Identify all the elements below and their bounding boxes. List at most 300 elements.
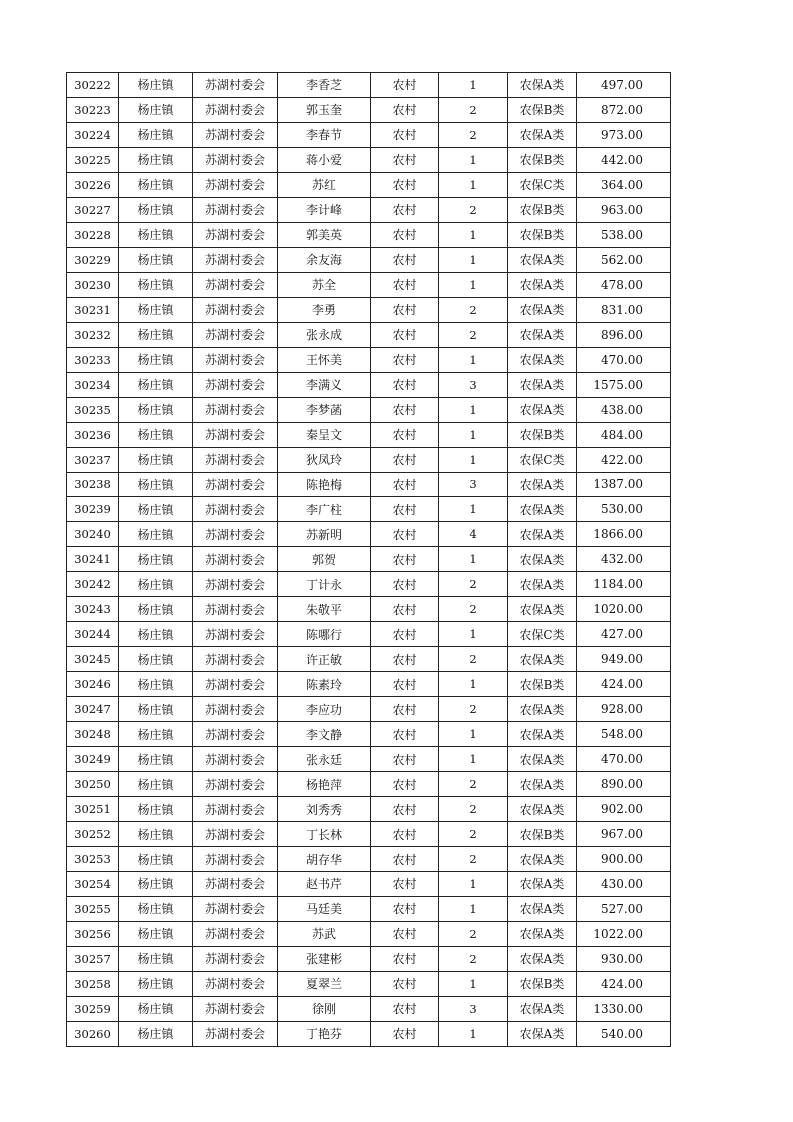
type-cell: 农村 bbox=[371, 422, 439, 447]
table-row bbox=[67, 547, 671, 572]
town-cell: 杨庄镇 bbox=[119, 747, 193, 772]
category-cell: 农保A类 bbox=[508, 647, 577, 672]
id-cell: 30252 bbox=[67, 822, 119, 847]
category-cell: 农保A类 bbox=[508, 322, 577, 347]
name-cell: 苏红 bbox=[278, 172, 371, 197]
name-cell: 丁计永 bbox=[278, 572, 371, 597]
count-cell: 2 bbox=[439, 797, 508, 822]
town-cell: 杨庄镇 bbox=[119, 73, 193, 98]
id-cell: 30240 bbox=[67, 522, 119, 547]
amount-cell: 527.00 bbox=[577, 896, 671, 921]
name-cell: 李梦菡 bbox=[278, 397, 371, 422]
amount-cell: 872.00 bbox=[577, 97, 671, 122]
type-cell: 农村 bbox=[371, 722, 439, 747]
town-cell: 杨庄镇 bbox=[119, 946, 193, 971]
type-cell: 农村 bbox=[371, 497, 439, 522]
type-cell: 农村 bbox=[371, 772, 439, 797]
town-cell: 杨庄镇 bbox=[119, 697, 193, 722]
amount-cell: 540.00 bbox=[577, 1021, 671, 1046]
category-cell: 农保A类 bbox=[508, 597, 577, 622]
category-cell: 农保B类 bbox=[508, 222, 577, 247]
amount-cell: 470.00 bbox=[577, 347, 671, 372]
id-cell: 30230 bbox=[67, 272, 119, 297]
id-cell: 30247 bbox=[67, 697, 119, 722]
village-cell: 苏湖村委会 bbox=[193, 247, 278, 272]
type-cell: 农村 bbox=[371, 472, 439, 497]
category-cell: 农保A类 bbox=[508, 73, 577, 98]
type-cell: 农村 bbox=[371, 921, 439, 946]
table-row bbox=[67, 946, 671, 971]
town-cell: 杨庄镇 bbox=[119, 772, 193, 797]
amount-cell: 427.00 bbox=[577, 622, 671, 647]
town-cell: 杨庄镇 bbox=[119, 572, 193, 597]
id-cell: 30248 bbox=[67, 722, 119, 747]
village-cell: 苏湖村委会 bbox=[193, 722, 278, 747]
type-cell: 农村 bbox=[371, 572, 439, 597]
type-cell: 农村 bbox=[371, 322, 439, 347]
type-cell: 农村 bbox=[371, 647, 439, 672]
id-cell: 30225 bbox=[67, 147, 119, 172]
count-cell: 1 bbox=[439, 1021, 508, 1046]
count-cell: 1 bbox=[439, 272, 508, 297]
category-cell: 农保A类 bbox=[508, 722, 577, 747]
name-cell: 张建彬 bbox=[278, 946, 371, 971]
id-cell: 30246 bbox=[67, 672, 119, 697]
village-cell: 苏湖村委会 bbox=[193, 622, 278, 647]
amount-cell: 424.00 bbox=[577, 672, 671, 697]
type-cell: 农村 bbox=[371, 347, 439, 372]
town-cell: 杨庄镇 bbox=[119, 272, 193, 297]
town-cell: 杨庄镇 bbox=[119, 672, 193, 697]
category-cell: 农保C类 bbox=[508, 172, 577, 197]
type-cell: 农村 bbox=[371, 372, 439, 397]
town-cell: 杨庄镇 bbox=[119, 522, 193, 547]
amount-cell: 432.00 bbox=[577, 547, 671, 572]
name-cell: 胡存华 bbox=[278, 847, 371, 872]
table-row bbox=[67, 97, 671, 122]
category-cell: 农保A类 bbox=[508, 1021, 577, 1046]
name-cell: 杨艳萍 bbox=[278, 772, 371, 797]
id-cell: 30223 bbox=[67, 97, 119, 122]
amount-cell: 896.00 bbox=[577, 322, 671, 347]
table-row bbox=[67, 896, 671, 921]
category-cell: 农保C类 bbox=[508, 447, 577, 472]
name-cell: 余友海 bbox=[278, 247, 371, 272]
name-cell: 张永廷 bbox=[278, 747, 371, 772]
village-cell: 苏湖村委会 bbox=[193, 747, 278, 772]
table-row bbox=[67, 73, 671, 98]
town-cell: 杨庄镇 bbox=[119, 597, 193, 622]
category-cell: 农保A类 bbox=[508, 996, 577, 1021]
table-row bbox=[67, 597, 671, 622]
category-cell: 农保C类 bbox=[508, 622, 577, 647]
type-cell: 农村 bbox=[371, 172, 439, 197]
village-cell: 苏湖村委会 bbox=[193, 946, 278, 971]
town-cell: 杨庄镇 bbox=[119, 147, 193, 172]
village-cell: 苏湖村委会 bbox=[193, 647, 278, 672]
town-cell: 杨庄镇 bbox=[119, 122, 193, 147]
category-cell: 农保A类 bbox=[508, 847, 577, 872]
type-cell: 农村 bbox=[371, 946, 439, 971]
table-row bbox=[67, 197, 671, 222]
amount-cell: 1020.00 bbox=[577, 597, 671, 622]
id-cell: 30249 bbox=[67, 747, 119, 772]
name-cell: 郭贺 bbox=[278, 547, 371, 572]
category-cell: 农保A类 bbox=[508, 397, 577, 422]
amount-cell: 949.00 bbox=[577, 647, 671, 672]
town-cell: 杨庄镇 bbox=[119, 1021, 193, 1046]
table-row bbox=[67, 347, 671, 372]
count-cell: 3 bbox=[439, 996, 508, 1021]
category-cell: 农保A类 bbox=[508, 497, 577, 522]
type-cell: 农村 bbox=[371, 672, 439, 697]
category-cell: 农保B类 bbox=[508, 971, 577, 996]
count-cell: 1 bbox=[439, 497, 508, 522]
village-cell: 苏湖村委会 bbox=[193, 172, 278, 197]
category-cell: 农保A类 bbox=[508, 697, 577, 722]
table-row bbox=[67, 297, 671, 322]
village-cell: 苏湖村委会 bbox=[193, 971, 278, 996]
name-cell: 许正敏 bbox=[278, 647, 371, 672]
name-cell: 张永成 bbox=[278, 322, 371, 347]
table-row bbox=[67, 122, 671, 147]
table-row bbox=[67, 272, 671, 297]
category-cell: 农保A类 bbox=[508, 896, 577, 921]
village-cell: 苏湖村委会 bbox=[193, 272, 278, 297]
village-cell: 苏湖村委会 bbox=[193, 921, 278, 946]
town-cell: 杨庄镇 bbox=[119, 722, 193, 747]
amount-cell: 973.00 bbox=[577, 122, 671, 147]
village-cell: 苏湖村委会 bbox=[193, 497, 278, 522]
village-cell: 苏湖村委会 bbox=[193, 147, 278, 172]
count-cell: 1 bbox=[439, 872, 508, 897]
count-cell: 2 bbox=[439, 322, 508, 347]
amount-cell: 1866.00 bbox=[577, 522, 671, 547]
type-cell: 农村 bbox=[371, 697, 439, 722]
count-cell: 1 bbox=[439, 896, 508, 921]
category-cell: 农保A类 bbox=[508, 347, 577, 372]
type-cell: 农村 bbox=[371, 872, 439, 897]
village-cell: 苏湖村委会 bbox=[193, 97, 278, 122]
id-cell: 30224 bbox=[67, 122, 119, 147]
amount-cell: 470.00 bbox=[577, 747, 671, 772]
village-cell: 苏湖村委会 bbox=[193, 547, 278, 572]
category-cell: 农保A类 bbox=[508, 547, 577, 572]
count-cell: 1 bbox=[439, 397, 508, 422]
name-cell: 李勇 bbox=[278, 297, 371, 322]
amount-cell: 928.00 bbox=[577, 697, 671, 722]
id-cell: 30260 bbox=[67, 1021, 119, 1046]
table-row bbox=[67, 647, 671, 672]
amount-cell: 422.00 bbox=[577, 447, 671, 472]
category-cell: 农保B类 bbox=[508, 97, 577, 122]
type-cell: 农村 bbox=[371, 522, 439, 547]
count-cell: 2 bbox=[439, 647, 508, 672]
count-cell: 2 bbox=[439, 572, 508, 597]
table-row bbox=[67, 822, 671, 847]
village-cell: 苏湖村委会 bbox=[193, 772, 278, 797]
town-cell: 杨庄镇 bbox=[119, 797, 193, 822]
category-cell: 农保A类 bbox=[508, 797, 577, 822]
category-cell: 农保A类 bbox=[508, 122, 577, 147]
amount-cell: 1575.00 bbox=[577, 372, 671, 397]
id-cell: 30245 bbox=[67, 647, 119, 672]
count-cell: 2 bbox=[439, 772, 508, 797]
town-cell: 杨庄镇 bbox=[119, 447, 193, 472]
type-cell: 农村 bbox=[371, 97, 439, 122]
category-cell: 农保A类 bbox=[508, 247, 577, 272]
type-cell: 农村 bbox=[371, 272, 439, 297]
town-cell: 杨庄镇 bbox=[119, 622, 193, 647]
type-cell: 农村 bbox=[371, 597, 439, 622]
village-cell: 苏湖村委会 bbox=[193, 472, 278, 497]
table-row bbox=[67, 996, 671, 1021]
id-cell: 30228 bbox=[67, 222, 119, 247]
table-row bbox=[67, 747, 671, 772]
name-cell: 丁长林 bbox=[278, 822, 371, 847]
name-cell: 丁艳芬 bbox=[278, 1021, 371, 1046]
village-cell: 苏湖村委会 bbox=[193, 397, 278, 422]
table-row bbox=[67, 222, 671, 247]
table-row bbox=[67, 247, 671, 272]
town-cell: 杨庄镇 bbox=[119, 247, 193, 272]
name-cell: 李文静 bbox=[278, 722, 371, 747]
category-cell: 农保A类 bbox=[508, 921, 577, 946]
amount-cell: 890.00 bbox=[577, 772, 671, 797]
id-cell: 30227 bbox=[67, 197, 119, 222]
table-row bbox=[67, 397, 671, 422]
town-cell: 杨庄镇 bbox=[119, 547, 193, 572]
name-cell: 陈哪行 bbox=[278, 622, 371, 647]
id-cell: 30250 bbox=[67, 772, 119, 797]
count-cell: 2 bbox=[439, 921, 508, 946]
id-cell: 30231 bbox=[67, 297, 119, 322]
amount-cell: 438.00 bbox=[577, 397, 671, 422]
town-cell: 杨庄镇 bbox=[119, 822, 193, 847]
table-row bbox=[67, 921, 671, 946]
type-cell: 农村 bbox=[371, 222, 439, 247]
town-cell: 杨庄镇 bbox=[119, 347, 193, 372]
id-cell: 30251 bbox=[67, 797, 119, 822]
village-cell: 苏湖村委会 bbox=[193, 1021, 278, 1046]
count-cell: 1 bbox=[439, 172, 508, 197]
type-cell: 农村 bbox=[371, 896, 439, 921]
count-cell: 2 bbox=[439, 847, 508, 872]
type-cell: 农村 bbox=[371, 547, 439, 572]
id-cell: 30236 bbox=[67, 422, 119, 447]
name-cell: 李春节 bbox=[278, 122, 371, 147]
count-cell: 4 bbox=[439, 522, 508, 547]
table-row bbox=[67, 522, 671, 547]
village-cell: 苏湖村委会 bbox=[193, 372, 278, 397]
id-cell: 30242 bbox=[67, 572, 119, 597]
id-cell: 30254 bbox=[67, 872, 119, 897]
town-cell: 杨庄镇 bbox=[119, 172, 193, 197]
id-cell: 30232 bbox=[67, 322, 119, 347]
village-cell: 苏湖村委会 bbox=[193, 597, 278, 622]
type-cell: 农村 bbox=[371, 847, 439, 872]
records-table bbox=[66, 72, 671, 1047]
category-cell: 农保B类 bbox=[508, 147, 577, 172]
village-cell: 苏湖村委会 bbox=[193, 572, 278, 597]
village-cell: 苏湖村委会 bbox=[193, 322, 278, 347]
table-row bbox=[67, 322, 671, 347]
town-cell: 杨庄镇 bbox=[119, 847, 193, 872]
table-row bbox=[67, 797, 671, 822]
count-cell: 1 bbox=[439, 547, 508, 572]
name-cell: 郭美英 bbox=[278, 222, 371, 247]
name-cell: 赵书芹 bbox=[278, 872, 371, 897]
category-cell: 农保B类 bbox=[508, 422, 577, 447]
category-cell: 农保A类 bbox=[508, 272, 577, 297]
table-row bbox=[67, 372, 671, 397]
village-cell: 苏湖村委会 bbox=[193, 197, 278, 222]
type-cell: 农村 bbox=[371, 747, 439, 772]
category-cell: 农保B类 bbox=[508, 822, 577, 847]
name-cell: 陈素玲 bbox=[278, 672, 371, 697]
amount-cell: 364.00 bbox=[577, 172, 671, 197]
village-cell: 苏湖村委会 bbox=[193, 996, 278, 1021]
name-cell: 郭玉奎 bbox=[278, 97, 371, 122]
village-cell: 苏湖村委会 bbox=[193, 872, 278, 897]
amount-cell: 497.00 bbox=[577, 73, 671, 98]
type-cell: 农村 bbox=[371, 797, 439, 822]
name-cell: 苏新明 bbox=[278, 522, 371, 547]
category-cell: 农保B类 bbox=[508, 197, 577, 222]
name-cell: 李广柱 bbox=[278, 497, 371, 522]
name-cell: 徐刚 bbox=[278, 996, 371, 1021]
id-cell: 30241 bbox=[67, 547, 119, 572]
town-cell: 杨庄镇 bbox=[119, 322, 193, 347]
town-cell: 杨庄镇 bbox=[119, 197, 193, 222]
category-cell: 农保B类 bbox=[508, 672, 577, 697]
count-cell: 1 bbox=[439, 722, 508, 747]
count-cell: 1 bbox=[439, 247, 508, 272]
amount-cell: 538.00 bbox=[577, 222, 671, 247]
village-cell: 苏湖村委会 bbox=[193, 297, 278, 322]
amount-cell: 1184.00 bbox=[577, 572, 671, 597]
village-cell: 苏湖村委会 bbox=[193, 672, 278, 697]
count-cell: 2 bbox=[439, 197, 508, 222]
table-row bbox=[67, 172, 671, 197]
table-row bbox=[67, 847, 671, 872]
id-cell: 30244 bbox=[67, 622, 119, 647]
id-cell: 30234 bbox=[67, 372, 119, 397]
amount-cell: 424.00 bbox=[577, 971, 671, 996]
count-cell: 2 bbox=[439, 946, 508, 971]
name-cell: 夏翠兰 bbox=[278, 971, 371, 996]
id-cell: 30253 bbox=[67, 847, 119, 872]
table-row bbox=[67, 872, 671, 897]
id-cell: 30238 bbox=[67, 472, 119, 497]
table-row bbox=[67, 497, 671, 522]
name-cell: 刘秀秀 bbox=[278, 797, 371, 822]
town-cell: 杨庄镇 bbox=[119, 896, 193, 921]
town-cell: 杨庄镇 bbox=[119, 872, 193, 897]
village-cell: 苏湖村委会 bbox=[193, 896, 278, 921]
type-cell: 农村 bbox=[371, 622, 439, 647]
village-cell: 苏湖村委会 bbox=[193, 447, 278, 472]
table-row bbox=[67, 697, 671, 722]
name-cell: 朱敬平 bbox=[278, 597, 371, 622]
town-cell: 杨庄镇 bbox=[119, 497, 193, 522]
town-cell: 杨庄镇 bbox=[119, 422, 193, 447]
village-cell: 苏湖村委会 bbox=[193, 347, 278, 372]
village-cell: 苏湖村委会 bbox=[193, 122, 278, 147]
id-cell: 30258 bbox=[67, 971, 119, 996]
amount-cell: 430.00 bbox=[577, 872, 671, 897]
table-body bbox=[67, 73, 671, 1047]
amount-cell: 1387.00 bbox=[577, 472, 671, 497]
id-cell: 30257 bbox=[67, 946, 119, 971]
town-cell: 杨庄镇 bbox=[119, 971, 193, 996]
id-cell: 30229 bbox=[67, 247, 119, 272]
count-cell: 3 bbox=[439, 472, 508, 497]
village-cell: 苏湖村委会 bbox=[193, 822, 278, 847]
count-cell: 1 bbox=[439, 447, 508, 472]
amount-cell: 484.00 bbox=[577, 422, 671, 447]
village-cell: 苏湖村委会 bbox=[193, 522, 278, 547]
amount-cell: 902.00 bbox=[577, 797, 671, 822]
category-cell: 农保A类 bbox=[508, 872, 577, 897]
count-cell: 1 bbox=[439, 747, 508, 772]
name-cell: 苏全 bbox=[278, 272, 371, 297]
amount-cell: 1022.00 bbox=[577, 921, 671, 946]
type-cell: 农村 bbox=[371, 297, 439, 322]
table-row bbox=[67, 472, 671, 497]
count-cell: 1 bbox=[439, 222, 508, 247]
count-cell: 2 bbox=[439, 597, 508, 622]
name-cell: 李香芝 bbox=[278, 73, 371, 98]
id-cell: 30233 bbox=[67, 347, 119, 372]
type-cell: 农村 bbox=[371, 971, 439, 996]
name-cell: 马廷美 bbox=[278, 896, 371, 921]
amount-cell: 930.00 bbox=[577, 946, 671, 971]
id-cell: 30259 bbox=[67, 996, 119, 1021]
id-cell: 30243 bbox=[67, 597, 119, 622]
type-cell: 农村 bbox=[371, 247, 439, 272]
town-cell: 杨庄镇 bbox=[119, 97, 193, 122]
town-cell: 杨庄镇 bbox=[119, 397, 193, 422]
name-cell: 陈艳梅 bbox=[278, 472, 371, 497]
type-cell: 农村 bbox=[371, 447, 439, 472]
id-cell: 30226 bbox=[67, 172, 119, 197]
town-cell: 杨庄镇 bbox=[119, 297, 193, 322]
type-cell: 农村 bbox=[371, 73, 439, 98]
name-cell: 李计峰 bbox=[278, 197, 371, 222]
count-cell: 1 bbox=[439, 672, 508, 697]
village-cell: 苏湖村委会 bbox=[193, 73, 278, 98]
name-cell: 王怀美 bbox=[278, 347, 371, 372]
id-cell: 30222 bbox=[67, 73, 119, 98]
amount-cell: 900.00 bbox=[577, 847, 671, 872]
count-cell: 1 bbox=[439, 971, 508, 996]
table-row bbox=[67, 772, 671, 797]
table-row bbox=[67, 1021, 671, 1046]
name-cell: 蒋小爱 bbox=[278, 147, 371, 172]
id-cell: 30255 bbox=[67, 896, 119, 921]
category-cell: 农保A类 bbox=[508, 772, 577, 797]
amount-cell: 442.00 bbox=[577, 147, 671, 172]
type-cell: 农村 bbox=[371, 1021, 439, 1046]
table-row bbox=[67, 622, 671, 647]
count-cell: 2 bbox=[439, 297, 508, 322]
type-cell: 农村 bbox=[371, 122, 439, 147]
category-cell: 农保A类 bbox=[508, 472, 577, 497]
town-cell: 杨庄镇 bbox=[119, 472, 193, 497]
type-cell: 农村 bbox=[371, 822, 439, 847]
town-cell: 杨庄镇 bbox=[119, 222, 193, 247]
